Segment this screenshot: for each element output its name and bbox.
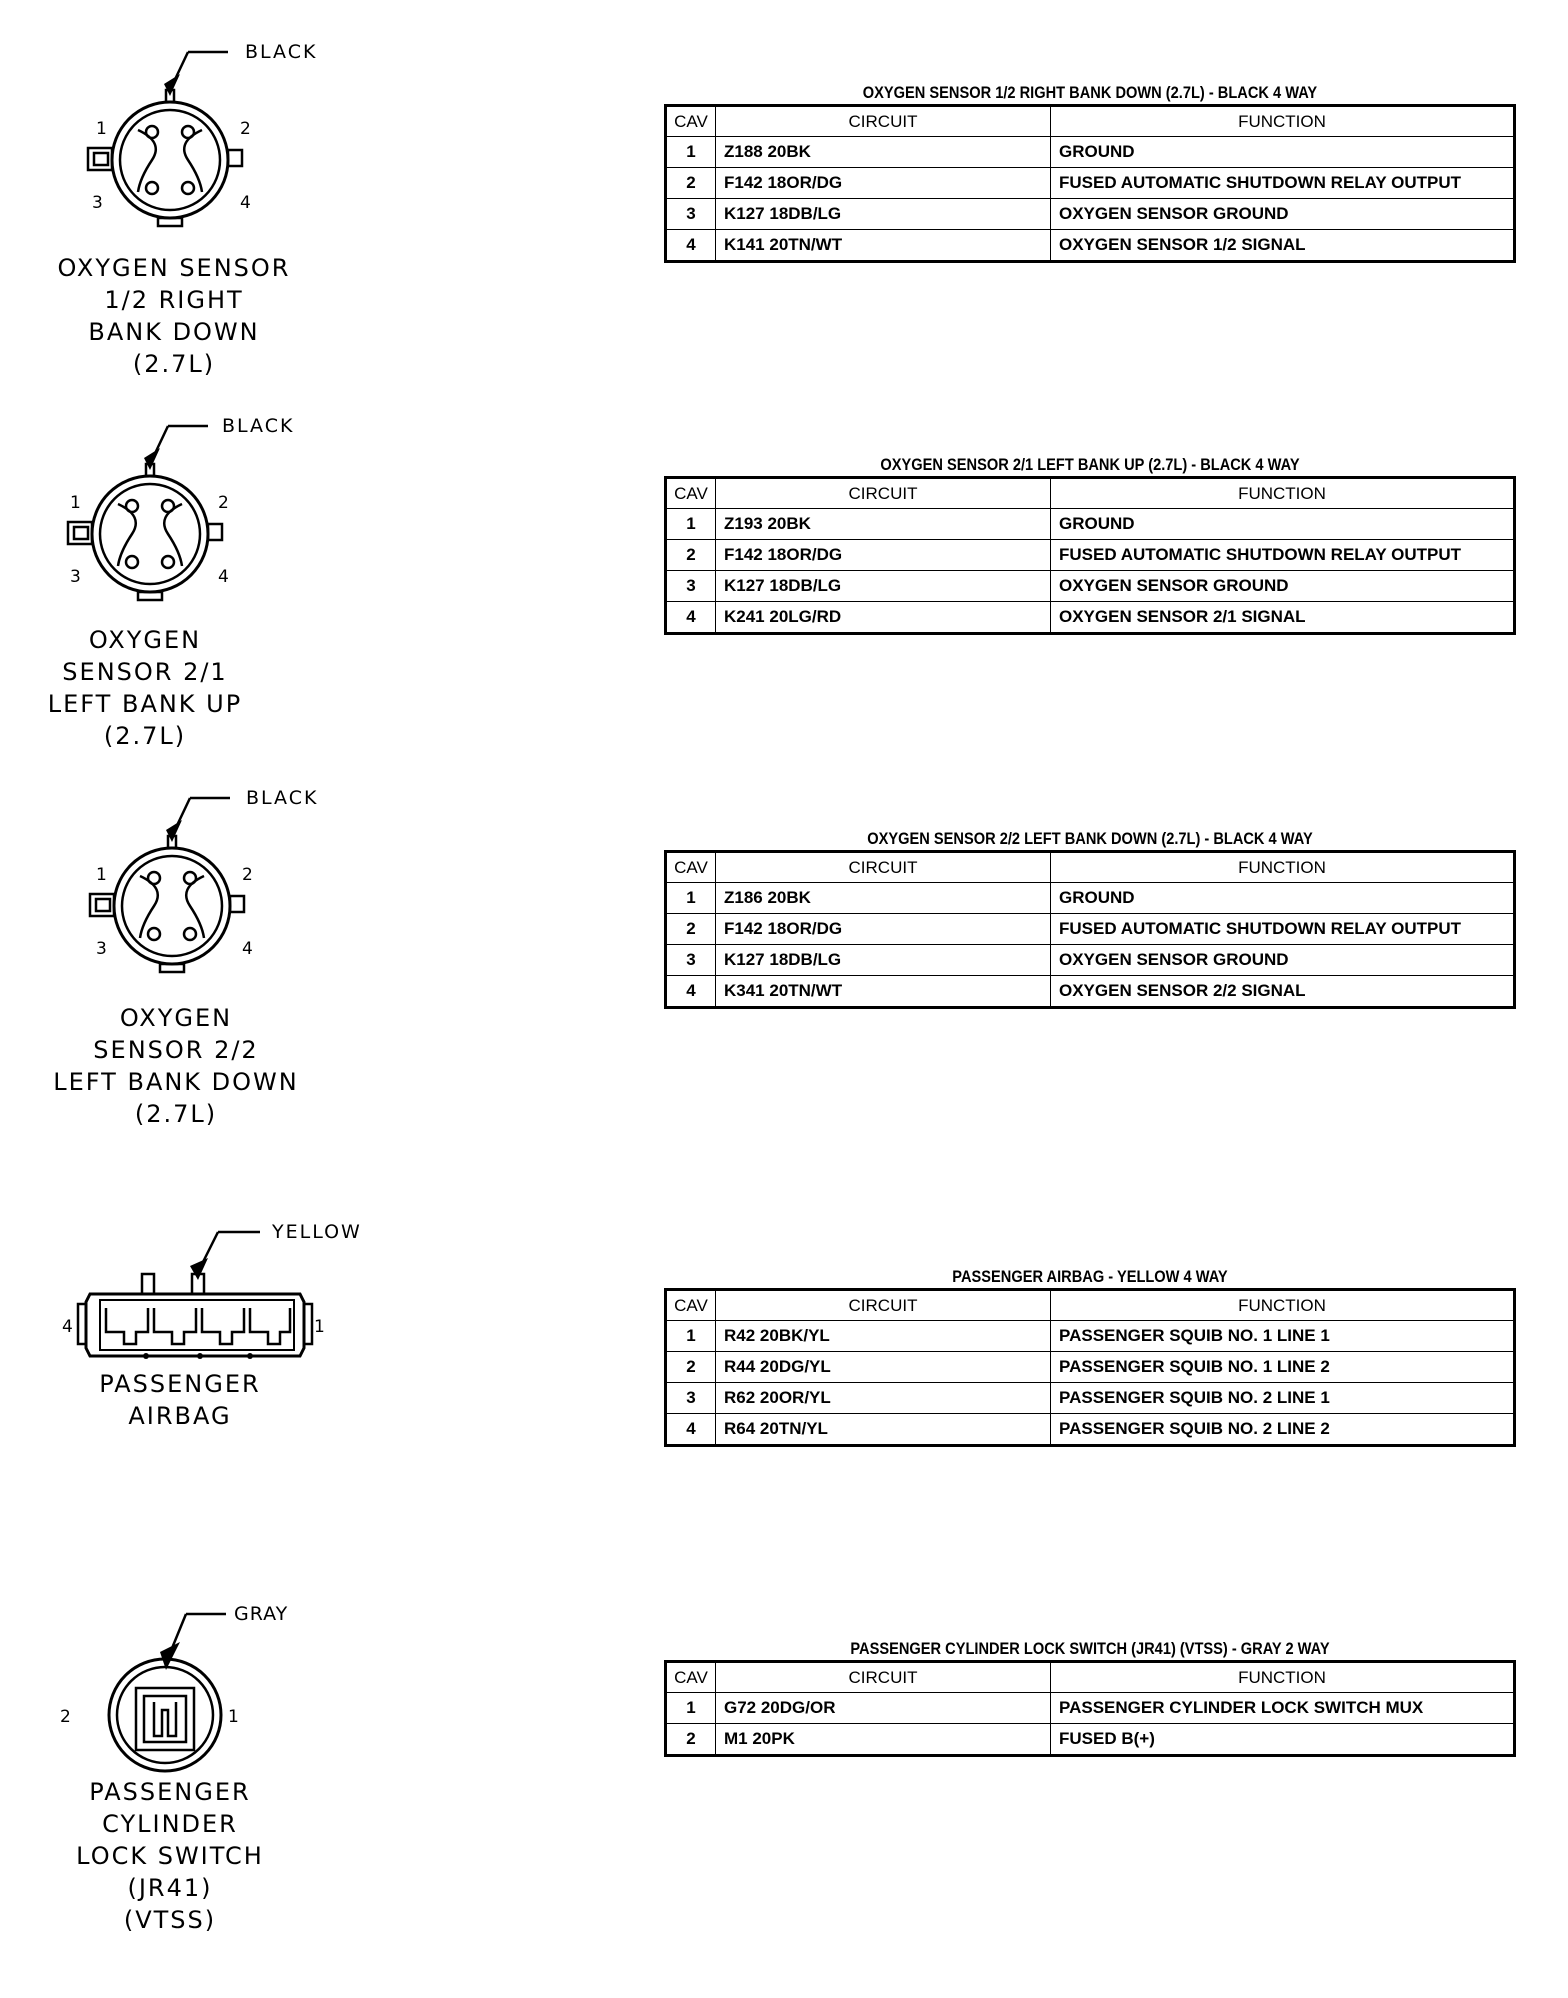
- table-row: [666, 571, 1515, 602]
- connector-face-diagram: [50, 1222, 370, 1372]
- pinout-table-title: OXYGEN SENSOR 2/2 LEFT BANK DOWN (2.7L) - BLACK 4 WAY: [867, 829, 1313, 848]
- connector-name: [50, 1368, 310, 1432]
- column-header-circuit: CIRCUIT: [716, 106, 1051, 137]
- connector-name-line: OXYGEN: [119, 1004, 233, 1032]
- connector-face-diagram: [40, 404, 300, 624]
- column-header-circuit: CIRCUIT: [716, 478, 1051, 509]
- circuit-cell: K141 20TN/WT: [716, 230, 1051, 262]
- circuit-cell: F142 18OR/DG: [716, 168, 1051, 199]
- connector-face-diagram: [50, 1590, 330, 1790]
- circuit-cell: Z188 20BK: [716, 137, 1051, 168]
- connector-name-line: LOCK SWITCH: [76, 1842, 264, 1870]
- cav-cell: 4: [666, 602, 716, 634]
- connector-name-line: LEFT BANK UP: [47, 690, 243, 718]
- function-cell: OXYGEN SENSOR 2/1 SIGNAL: [1051, 602, 1515, 634]
- connector-name-line: (2.7L): [103, 722, 187, 750]
- function-cell: OXYGEN SENSOR GROUND: [1051, 199, 1515, 230]
- connector-color-label: BLACK: [246, 787, 319, 809]
- connector-name: [46, 1002, 306, 1130]
- column-header-cav: CAV: [666, 106, 716, 137]
- pinout-table: [664, 850, 1516, 1009]
- cav-cell: 1: [666, 137, 716, 168]
- column-header-function: FUNCTION: [1051, 852, 1515, 883]
- pin-number-label: 4: [218, 567, 229, 587]
- table-row: [666, 1352, 1515, 1383]
- function-cell: PASSENGER SQUIB NO. 1 LINE 1: [1051, 1321, 1515, 1352]
- connector-name-line: 1/2 RIGHT: [104, 286, 244, 314]
- connector-name-line: SENSOR 2/2: [93, 1036, 259, 1064]
- circuit-cell: R44 20DG/YL: [716, 1352, 1051, 1383]
- table-row: [666, 976, 1515, 1008]
- connector-color-label: BLACK: [245, 41, 318, 63]
- table-row: [666, 945, 1515, 976]
- function-cell: OXYGEN SENSOR 2/2 SIGNAL: [1051, 976, 1515, 1008]
- connector-color-label: YELLOW: [272, 1221, 362, 1243]
- column-header-function: FUNCTION: [1051, 1662, 1515, 1693]
- connector-name: [40, 1776, 300, 1936]
- connector-name-line: BANK DOWN: [88, 318, 260, 346]
- column-header-function: FUNCTION: [1051, 106, 1515, 137]
- circuit-cell: K127 18DB/LG: [716, 571, 1051, 602]
- function-cell: GROUND: [1051, 509, 1515, 540]
- connector-name-line: OXYGEN: [88, 626, 202, 654]
- circuit-cell: K241 20LG/RD: [716, 602, 1051, 634]
- connector-name-line: LEFT BANK DOWN: [53, 1068, 299, 1096]
- circuit-cell: F142 18OR/DG: [716, 540, 1051, 571]
- connector-face-diagram: [60, 30, 320, 250]
- function-cell: PASSENGER SQUIB NO. 2 LINE 1: [1051, 1383, 1515, 1414]
- connector-name-line: OXYGEN SENSOR: [57, 254, 291, 282]
- circuit-cell: R62 20OR/YL: [716, 1383, 1051, 1414]
- function-cell: OXYGEN SENSOR 1/2 SIGNAL: [1051, 230, 1515, 262]
- circuit-cell: K341 20TN/WT: [716, 976, 1051, 1008]
- connector-name-line: (2.7L): [132, 350, 216, 378]
- circuit-cell: R42 20BK/YL: [716, 1321, 1051, 1352]
- pin-number-label: 4: [62, 1317, 73, 1337]
- connector-name-line: SENSOR 2/1: [62, 658, 228, 686]
- cav-cell: 4: [666, 230, 716, 262]
- table-row: [666, 883, 1515, 914]
- function-cell: FUSED AUTOMATIC SHUTDOWN RELAY OUTPUT: [1051, 540, 1515, 571]
- table-row: [666, 509, 1515, 540]
- connector-name: [44, 252, 304, 380]
- function-cell: FUSED AUTOMATIC SHUTDOWN RELAY OUTPUT: [1051, 914, 1515, 945]
- circuit-cell: K127 18DB/LG: [716, 945, 1051, 976]
- cav-cell: 4: [666, 1414, 716, 1446]
- circuit-cell: G72 20DG/OR: [716, 1693, 1051, 1724]
- cav-cell: 1: [666, 1321, 716, 1352]
- connector-name-line: PASSENGER: [89, 1778, 251, 1806]
- column-header-cav: CAV: [666, 1662, 716, 1693]
- table-row: [666, 137, 1515, 168]
- pin-number-label: 2: [240, 119, 251, 139]
- pin-number-label: 4: [240, 193, 251, 213]
- column-header-function: FUNCTION: [1051, 478, 1515, 509]
- pinout-table-title: OXYGEN SENSOR 1/2 RIGHT BANK DOWN (2.7L) - BLACK 4 WAY: [862, 83, 1318, 102]
- table-row: [666, 199, 1515, 230]
- cav-cell: 4: [666, 976, 716, 1008]
- pinout-table-block: [664, 1638, 1516, 1757]
- table-row: [666, 602, 1515, 634]
- pin-number-label: 3: [96, 939, 107, 959]
- cav-cell: 1: [666, 1693, 716, 1724]
- table-row: [666, 1414, 1515, 1446]
- connector-color-label: GRAY: [234, 1603, 289, 1625]
- cav-cell: 2: [666, 540, 716, 571]
- table-row: [666, 168, 1515, 199]
- pinout-table-title: PASSENGER AIRBAG - YELLOW 4 WAY: [952, 1267, 1228, 1286]
- column-header-circuit: CIRCUIT: [716, 1290, 1051, 1321]
- pinout-table: [664, 476, 1516, 635]
- table-row: [666, 1724, 1515, 1756]
- column-header-cav: CAV: [666, 1290, 716, 1321]
- function-cell: PASSENGER SQUIB NO. 2 LINE 2: [1051, 1414, 1515, 1446]
- table-row: [666, 1321, 1515, 1352]
- circuit-cell: F142 18OR/DG: [716, 914, 1051, 945]
- pinout-table-title: OXYGEN SENSOR 2/1 LEFT BANK UP (2.7L) - BLACK 4 WAY: [880, 455, 1300, 474]
- cav-cell: 3: [666, 199, 716, 230]
- circuit-cell: Z186 20BK: [716, 883, 1051, 914]
- pinout-table: [664, 1660, 1516, 1757]
- column-header-circuit: CIRCUIT: [716, 852, 1051, 883]
- cav-cell: 2: [666, 1724, 716, 1756]
- function-cell: PASSENGER SQUIB NO. 1 LINE 2: [1051, 1352, 1515, 1383]
- pinout-table: [664, 104, 1516, 263]
- pin-number-label: 2: [218, 493, 229, 513]
- cav-cell: 1: [666, 883, 716, 914]
- connector-name-line: (2.7L): [134, 1100, 218, 1128]
- function-cell: OXYGEN SENSOR GROUND: [1051, 571, 1515, 602]
- function-cell: GROUND: [1051, 883, 1515, 914]
- function-cell: OXYGEN SENSOR GROUND: [1051, 945, 1515, 976]
- connector-color-label: BLACK: [222, 415, 295, 437]
- column-header-function: FUNCTION: [1051, 1290, 1515, 1321]
- function-cell: FUSED AUTOMATIC SHUTDOWN RELAY OUTPUT: [1051, 168, 1515, 199]
- function-cell: FUSED B(+): [1051, 1724, 1515, 1756]
- circuit-cell: K127 18DB/LG: [716, 199, 1051, 230]
- column-header-circuit: CIRCUIT: [716, 1662, 1051, 1693]
- pinout-table-block: [664, 82, 1516, 263]
- table-row: [666, 1693, 1515, 1724]
- table-row: [666, 1383, 1515, 1414]
- cav-cell: 3: [666, 945, 716, 976]
- connector-name-line: (VTSS): [123, 1906, 217, 1934]
- connector-name-line: AIRBAG: [128, 1402, 232, 1430]
- pin-number-label: 2: [242, 865, 253, 885]
- connector-name-line: PASSENGER: [99, 1370, 261, 1398]
- function-cell: PASSENGER CYLINDER LOCK SWITCH MUX: [1051, 1693, 1515, 1724]
- table-row: [666, 230, 1515, 262]
- circuit-cell: Z193 20BK: [716, 509, 1051, 540]
- cav-cell: 1: [666, 509, 716, 540]
- cav-cell: 3: [666, 1383, 716, 1414]
- pinout-table-block: [664, 828, 1516, 1009]
- pinout-table-title: PASSENGER CYLINDER LOCK SWITCH (JR41) (VTSS) - GRAY 2 WAY: [850, 1639, 1330, 1658]
- connector-name-line: CYLINDER: [102, 1810, 238, 1838]
- function-cell: GROUND: [1051, 137, 1515, 168]
- pinout-table-block: [664, 454, 1516, 635]
- pin-number-label: 1: [314, 1317, 325, 1337]
- pin-number-label: 1: [70, 493, 81, 513]
- connector-name-line: (JR41): [127, 1874, 213, 1902]
- pin-number-label: 4: [242, 939, 253, 959]
- column-header-cav: CAV: [666, 852, 716, 883]
- pinout-table-block: [664, 1266, 1516, 1447]
- cav-cell: 3: [666, 571, 716, 602]
- pin-number-label: 1: [96, 865, 107, 885]
- table-row: [666, 540, 1515, 571]
- connector-name: [15, 624, 275, 752]
- connector-face-diagram: [62, 776, 322, 996]
- table-row: [666, 914, 1515, 945]
- cav-cell: 2: [666, 168, 716, 199]
- pin-number-label: 3: [92, 193, 103, 213]
- cav-cell: 2: [666, 1352, 716, 1383]
- pin-number-label: 2: [60, 1707, 71, 1727]
- column-header-cav: CAV: [666, 478, 716, 509]
- pin-number-label: 3: [70, 567, 81, 587]
- circuit-cell: R64 20TN/YL: [716, 1414, 1051, 1446]
- cav-cell: 2: [666, 914, 716, 945]
- pin-number-label: 1: [228, 1707, 239, 1727]
- circuit-cell: M1 20PK: [716, 1724, 1051, 1756]
- pin-number-label: 1: [96, 119, 107, 139]
- pinout-table: [664, 1288, 1516, 1447]
